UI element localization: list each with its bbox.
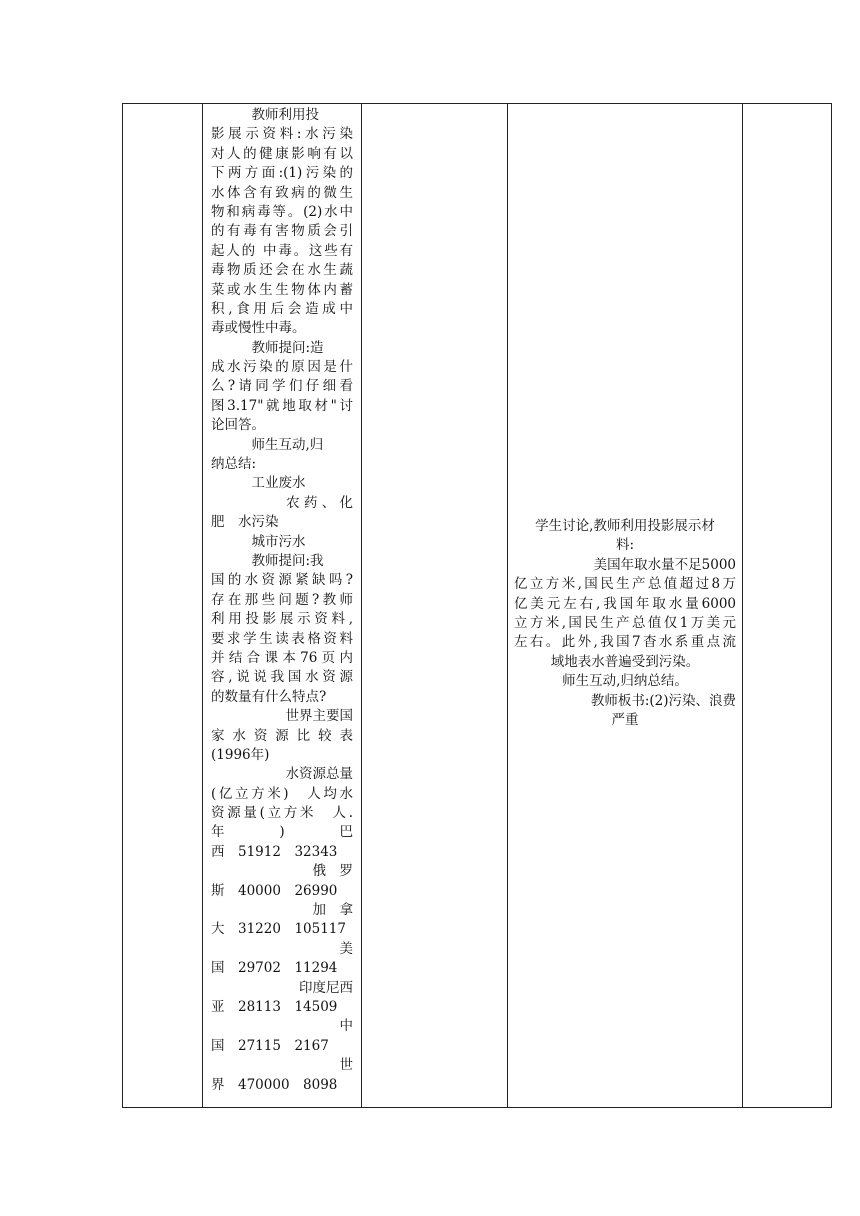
text-line: 严重: [611, 711, 639, 728]
text-line: 亿立方米,国民生产总值超过8万: [514, 576, 736, 593]
text-line: 起人的 中毒。这些有: [211, 242, 353, 259]
text-line: 下两方面:(1)污染的: [211, 165, 353, 182]
text-line: 印度尼西: [299, 979, 353, 996]
text-line: 论回答。: [211, 417, 265, 434]
text-line: 美国年取水量不足5000: [553, 556, 736, 573]
text-line: 并结合课本76页内: [211, 649, 353, 666]
text-line: 亿美元左右,我国年取水量6000: [514, 595, 736, 612]
text-line: 菜或水生生物体内蓄: [211, 281, 353, 298]
text-line: 立方米,国民生产总值仅1万美元: [514, 614, 736, 631]
teacher-activity-cell: [203, 104, 361, 1107]
text-line: 水体含有致病的微生: [211, 184, 353, 201]
text-line: 教师利用投: [211, 107, 319, 123]
text-line: 利用投影展示资料,: [211, 611, 353, 628]
text-line: 世: [339, 1057, 353, 1074]
text-line: 左右。此外,我国7杳水系重点流: [514, 634, 736, 651]
text-line: 城市污水: [211, 533, 306, 550]
text-line: 要求学生读表格资料: [211, 630, 353, 647]
text-line: 对人的健康影响有以: [211, 145, 353, 162]
text-line: 加 拿: [312, 902, 353, 919]
text-line: (亿立方米) 人均水: [211, 785, 353, 802]
text-line: 斯 40000 26990: [211, 882, 338, 899]
text-line: 家 水 资 源 比 较 表: [211, 727, 353, 744]
text-line: 肥 水污染: [211, 514, 279, 531]
lesson-plan-table: [122, 103, 832, 1108]
teacher-activity-text: [211, 106, 353, 1095]
text-line: 资源量(立方米 人.: [211, 805, 353, 822]
text-line: 域地表水普遍受到污染。: [550, 653, 700, 670]
text-line: 年 ) 巴: [211, 824, 353, 841]
student-activity-cell: [508, 104, 742, 1107]
text-line: 存在那些问题?教师: [211, 591, 353, 608]
text-line: 么?请同学们仔细看: [211, 378, 353, 395]
text-line: 师生互动,归: [211, 436, 324, 453]
text-line: 毒或慢性中毒。: [211, 320, 306, 337]
text-line: 师生互动,归纳总结。: [562, 673, 688, 690]
text-line: 水资源总量: [285, 766, 353, 783]
text-line: 物和病毒等。(2)水中: [211, 203, 353, 220]
text-line: 国 27115 2167: [211, 1037, 329, 1054]
text-line: 纳总结:: [211, 456, 257, 473]
text-line: 图3.17"就地取材"讨: [211, 397, 353, 414]
column-divider: [742, 104, 743, 1107]
text-line: 亚 28113 14509: [211, 998, 338, 1015]
text-line: 教师提问:我: [211, 552, 324, 569]
text-line: 美: [339, 940, 353, 957]
text-line: 影展示资料:水污染: [211, 126, 353, 143]
text-line: (1996年): [211, 746, 270, 763]
text-line: 世界主要国: [285, 708, 353, 725]
text-line: 工业废水: [211, 475, 306, 492]
text-line: 容,说说我国水资源: [211, 669, 353, 686]
text-line: 界 470000 8098: [211, 1076, 338, 1093]
text-line: 国的水资源紧缺吗?: [211, 572, 353, 589]
text-line: 料:: [615, 537, 635, 554]
text-line: 国 29702 11294: [211, 960, 338, 977]
text-line: 的有毒有害物质会引: [211, 223, 353, 240]
text-line: 教师板书:(2)污染、浪费: [550, 692, 736, 709]
text-line: 成水污染的原因是什: [211, 359, 353, 376]
text-line: 俄 罗: [312, 863, 353, 880]
text-line: 西 51912 32343: [211, 843, 338, 860]
text-line: 毒物质还会在水生蔬: [211, 262, 353, 279]
text-line: 中: [339, 1018, 353, 1035]
text-line: 积,食用后会造成中: [211, 300, 353, 317]
text-line: 教师提问:造: [211, 339, 324, 356]
text-line: 学生讨论,教师利用投影展示材: [535, 518, 715, 534]
text-line: 农 药 、 化: [286, 494, 353, 511]
column-divider: [361, 104, 362, 1107]
text-line: 的数量有什么特点?: [211, 688, 327, 705]
student-activity-text: [514, 517, 736, 730]
text-line: 大 31220 105117: [211, 921, 346, 938]
